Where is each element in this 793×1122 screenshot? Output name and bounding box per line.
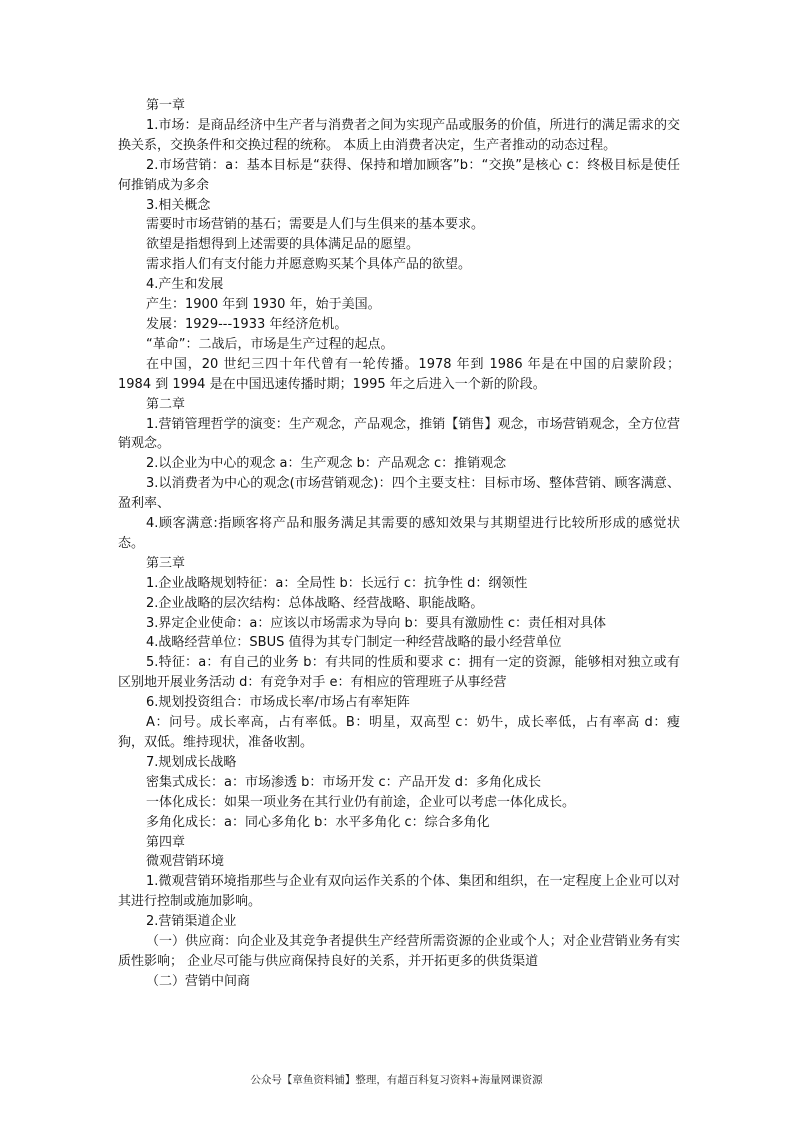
paragraph: 3.以消费者为中心的观念(市场营销观念)：四个主要支柱：目标市场、整体营销、顾客满意、盈利率、	[118, 476, 680, 512]
paragraph: 第一章	[146, 98, 186, 113]
paragraph: 多角化成长：a：同心多角化 b：水平多角化 c：综合多角化	[146, 814, 490, 830]
paragraph: （二）营销中间商	[146, 973, 251, 989]
paragraph: 1.营销管理哲学的演变：生产观念，产品观念，推销【销售】观念，市场营销观念，全方位营销观念。	[118, 416, 680, 452]
paragraph: 产生：1900 年到 1930 年，始于美国。	[146, 297, 381, 313]
paragraph: 4.顾客满意:指顾客将产品和服务满足其需要的感知效果与其期望进行比较所形成的感觉状态。	[118, 516, 680, 551]
paragraph: “革命”：二战后，市场是生产过程的起点。	[146, 336, 394, 352]
paragraph: 5.特征：a：有自己的业务 b：有共同的性质和要求 c：拥有一定的资源，能够相对独立或有区别地开展业务活动 d：有竞争对手 e：有相应的管理班子从事经营	[118, 655, 680, 691]
paragraph: 第二章	[146, 396, 186, 412]
page-footer: 公众号【章鱼资料铺】整理，有超百科复习资料+海量网课资源	[250, 1074, 543, 1086]
paragraph: 需求指人们有支付能力并愿意购买某个具体产品的欲望。	[146, 257, 472, 273]
paragraph: 一体化成长：如果一项业务在其行业仍有前途，企业可以考虑一体化成长。	[146, 794, 576, 810]
paragraph: 2.以企业为中心的观念 a：生产观念 b：产品观念 c：推销观念	[146, 456, 507, 472]
paragraph: 6.规划投资组合：市场成长率/市场占有率矩阵	[146, 695, 410, 711]
paragraph: 2.市场营销：a：基本目标是“获得、保持和增加顾客”b：“交换”是核心 c：终极目标是使任何推销成为多余	[118, 157, 680, 193]
paragraph: 1.企业战略规划特征：a：全局性 b：长远行 c：抗争性 d：纲领性	[146, 575, 528, 591]
paragraph: （一）供应商：向企业及其竞争者提供生产经营所需资源的企业或个人；对企业营销业务有实质性影响； 企业尽可能与供应商保持良好的关系，并开拓更多的供货渠道	[118, 934, 680, 969]
paragraph: 3.界定企业使命：a：应该以市场需求为导向 b：要具有激励性 c：责任相对具体	[146, 615, 607, 631]
paragraph: 密集式成长：a：市场渗透 b：市场开发 c：产品开发 d：多角化成长	[146, 774, 542, 790]
paragraph: A：问号。成长率高，占有率低。B：明星，双高型 c：奶牛，成长率低，占有率高 d：瘦狗，双低。维持现状，准备收割。	[118, 715, 680, 750]
paragraph: 发展：1929---1933 年经济危机。	[146, 316, 348, 332]
paragraph: 2.营销渠道企业	[146, 914, 237, 930]
paragraph: 第三章	[146, 555, 186, 571]
paragraph: 4.产生和发展	[146, 277, 224, 293]
paragraph: 3.相关概念	[146, 197, 211, 213]
paragraph: 在中国，20 世纪三四十年代曾有一轮传播。1978 年到 1986 年是在中国的启蒙阶段；1984 到 1994 是在中国迅速传播时期；1995 年之后进入一个新的阶段。	[118, 356, 680, 392]
paragraph: 需要时市场营销的基石；需要是人们与生俱来的基本要求。	[146, 217, 485, 233]
document-body	[118, 96, 680, 992]
paragraph: 欲望是指想得到上述需要的具体满足品的愿望。	[146, 237, 420, 253]
paragraph: 1.市场：是商品经济中生产者与消费者之间为实现产品或服务的价值，所进行的满足需求的交换关系，交换条件和交换过程的统称。 本质上由消费者决定，生产者推动的动态过程。	[118, 117, 680, 153]
paragraph: 第四章	[146, 834, 186, 850]
paragraph: 4.战略经营单位：SBUS 值得为其专门制定一种经营战略的最小经营单位	[146, 635, 562, 651]
paragraph: 7.规划成长战略	[146, 754, 237, 770]
paragraph: 2.企业战略的层次结构：总体战略、经营战略、职能战略。	[146, 595, 484, 611]
paragraph: 1.微观营销环境指那些与企业有双向运作关系的个体、集团和组织，在一定程度上企业可以对其进行控制或施加影响。	[118, 874, 680, 910]
paragraph: 微观营销环境	[146, 854, 225, 870]
